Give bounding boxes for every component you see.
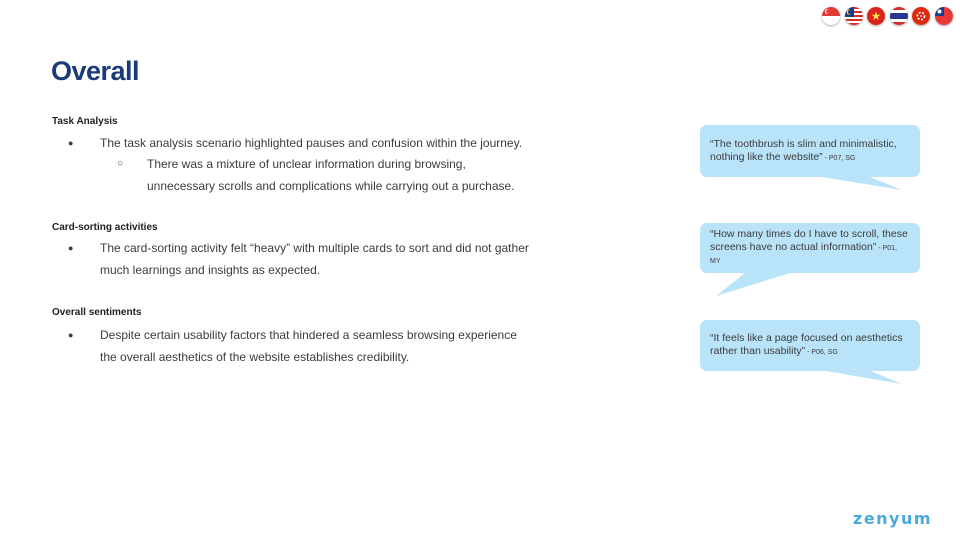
quote-attribution-continued: MY — [710, 258, 721, 265]
task-analysis-sub-bullet-line2: unnecessary scrolls and complications while carrying out a purchase. — [147, 179, 515, 193]
quote-text: rather than usability” — [710, 345, 806, 357]
section-heading-overall-sentiments: Overall sentiments — [52, 307, 142, 318]
bubble-tail-1 — [822, 177, 902, 190]
quote-line — [710, 345, 910, 359]
quote-bubble — [700, 223, 920, 273]
quote-bubble — [700, 125, 920, 177]
bubble-tail-3 — [820, 370, 902, 384]
bubble-tail-2 — [716, 273, 790, 296]
quote-attribution: - P06, SG — [805, 349, 838, 356]
section-heading-task-analysis: Task Analysis — [52, 116, 118, 127]
page-title: Overall — [51, 56, 140, 86]
card-sorting-bullet-line2: much learnings and insights as expected. — [100, 263, 321, 277]
quote-attribution: - P01, — [876, 245, 897, 252]
task-analysis-bullet: The task analysis scenario highlighted pauses and confusion within the journey. — [100, 136, 523, 150]
zenyum-logo: zenyum — [853, 509, 933, 528]
quote-attribution: - P07, SG — [822, 154, 856, 162]
sentiments-bullet-line2: the overall aesthetics of the website establishes credibility. — [100, 350, 410, 364]
quote-line — [710, 241, 910, 255]
bullet-icon: ● — [68, 138, 74, 148]
sentiments-bullet-line1: Despite certain usability factors that hindered a seamless browsing experience — [100, 328, 517, 342]
quote-line: “How many times do I have to scroll, these — [710, 228, 908, 240]
quote-text: nothing like the website” — [710, 150, 823, 163]
task-analysis-sub-bullet-line1: There was a mixture of unclear information during browsing, — [147, 157, 466, 171]
quote-line — [710, 151, 910, 165]
hollow-bullet-icon: ○ — [117, 158, 124, 169]
card-sorting-bullet-line1: The card-sorting activity felt “heavy” with multiple cards to sort and did not gather — [100, 241, 529, 255]
bullet-icon: ● — [68, 330, 74, 340]
quote-text: screens have no actual information” — [710, 241, 877, 253]
section-heading-card-sorting: Card-sorting activities — [52, 222, 158, 233]
quote-line: “It feels like a page focused on aesthetics — [710, 332, 903, 344]
quote-bubble — [700, 320, 920, 371]
bullet-icon: ● — [68, 243, 74, 253]
quote-line: “The toothbrush is slim and minimalistic, — [710, 137, 897, 150]
